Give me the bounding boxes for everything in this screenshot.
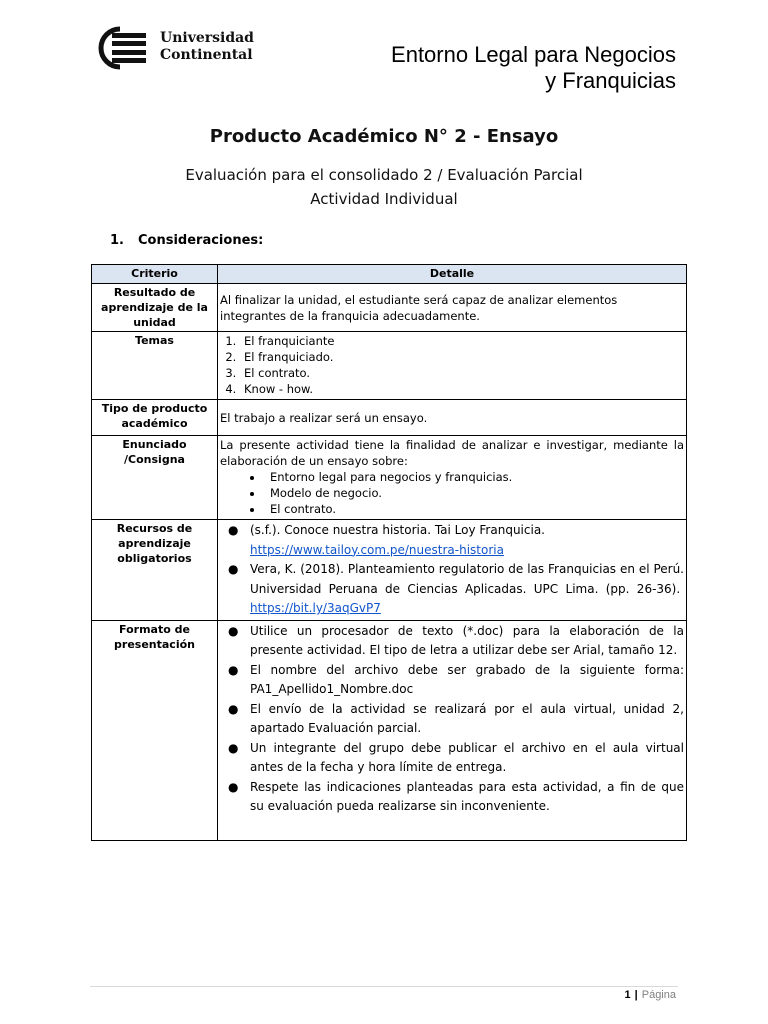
course-title: [391, 42, 676, 94]
list-item: • El contrato.: [264, 501, 684, 517]
list-item: [228, 661, 684, 700]
page-label: Página: [641, 989, 676, 1001]
list-item: [228, 778, 684, 817]
list-item: • Entorno legal para negocios y franquicias.: [264, 469, 684, 485]
table-row: [92, 620, 687, 840]
row-enunciado-criterio: Enunciado /Consigna: [92, 436, 218, 520]
university-logo-icon: [90, 26, 154, 70]
logo-line-2: Continental: [160, 47, 253, 63]
format-item-text: El envío de la actividad se realizará por el aula virtual, unidad 2, apartado Evaluación parcial.: [250, 701, 684, 735]
section-heading: [110, 233, 263, 248]
section-label: Consideraciones:: [138, 233, 264, 248]
list-item: [228, 622, 684, 661]
row-enunciado-detalle: [218, 436, 687, 520]
header-detalle: Detalle: [218, 265, 687, 284]
format-item-text: Utilice un procesador de texto (*.doc) para la elaboración de la presente actividad. El tipo de letra a utilizar debe ser Arial, tamaño 12.: [250, 623, 684, 657]
bullet-glyph: ●: [228, 523, 239, 537]
resource-1-text: (s.f.). Conoce nuestra historia. Tai Loy Franquicia.: [250, 523, 545, 537]
course-title-line-1: Entorno Legal para Negocios: [391, 42, 676, 67]
footer-separator: |: [634, 989, 638, 1001]
format-item-text: Respete las indicaciones planteadas para esta actividad, a fin de que su evaluación pueda realizarse sin inconveniente.: [250, 779, 684, 813]
table-row: [92, 332, 687, 400]
row-temas-criterio: Temas: [92, 332, 218, 400]
bullet-glyph: ●: [228, 701, 239, 716]
considerations-table: [91, 264, 687, 841]
list-item: • Modelo de negocio.: [264, 485, 684, 501]
document-subtitle-2: Actividad Individual: [310, 190, 458, 208]
list-item: 2. El franquiciado.: [240, 349, 684, 365]
logo-line-1: Universidad: [160, 30, 254, 46]
logo-wordmark: [160, 30, 254, 64]
table-row: [92, 436, 687, 520]
page-footer: [625, 989, 676, 1001]
bullet-glyph: ●: [228, 623, 239, 638]
table-row: [92, 400, 687, 436]
row-resultado-detalle: Al finalizar la unidad, el estudiante será capaz de analizar elementos integrantes de la franquicia adecuadamente.: [218, 284, 687, 332]
row-recursos-detalle: [218, 520, 687, 621]
bullet-glyph: ●: [228, 740, 239, 755]
table-row: [92, 520, 687, 621]
page-number: 1: [624, 989, 631, 1001]
list-item: 4. Know - how.: [240, 381, 684, 397]
list-item: 3. El contrato.: [240, 365, 684, 381]
row-recursos-criterio: Recursos de aprendizaje obligatorios: [92, 520, 218, 621]
topics-list: [220, 333, 684, 397]
section-number: 1.: [110, 233, 124, 248]
footer-divider: [90, 986, 678, 987]
format-item-text: Un integrante del grupo debe publicar el archivo en el aula virtual antes de la fecha y hora límite de entrega.: [250, 740, 684, 774]
list-item: [228, 521, 684, 560]
row-formato-criterio: Formato de presentación: [92, 620, 218, 840]
resources-list: [220, 521, 684, 619]
format-list: [220, 622, 684, 817]
enunciado-list: [220, 469, 684, 517]
row-temas-detalle: [218, 332, 687, 400]
resource-2-link[interactable]: https://bit.ly/3aqGvP7: [250, 601, 381, 615]
resource-1-link[interactable]: https://www.tailoy.com.pe/nuestra-historia: [250, 542, 504, 557]
bullet-glyph: ●: [228, 662, 239, 677]
table-header-row: [92, 265, 687, 284]
list-item: 1. El franquiciante: [240, 333, 684, 349]
enunciado-intro: La presente actividad tiene la finalidad de analizar e investigar, mediante la elaboración de un ensayo sobre:: [220, 438, 684, 468]
course-title-line-2: y Franquicias: [545, 68, 676, 93]
resource-2-text: Vera, K. (2018). Planteamiento regulatorio de las Franquicias en el Perú. Universidad Peruana de Ciencias Aplicadas. UPC Lima. (pp. 26-36).: [250, 562, 684, 596]
header-criterio: Criterio: [92, 265, 218, 284]
row-tipo-criterio: Tipo de producto académico: [92, 400, 218, 436]
bullet-glyph: ●: [228, 562, 239, 576]
list-item: [228, 560, 684, 619]
table-row: [92, 284, 687, 332]
bullet-glyph: ●: [228, 779, 239, 794]
row-tipo-detalle: El trabajo a realizar será un ensayo.: [218, 400, 687, 436]
row-formato-detalle: [218, 620, 687, 840]
format-item-text: El nombre del archivo debe ser grabado de la siguiente forma: PA1_Apellido1_Nombre.doc: [250, 662, 684, 696]
list-item: [228, 700, 684, 739]
university-logo: [90, 26, 260, 70]
row-resultado-criterio: Resultado de aprendizaje de la unidad: [92, 284, 218, 332]
document-subtitle-1: Evaluación para el consolidado 2 / Evaluación Parcial: [185, 166, 583, 184]
list-item: [228, 739, 684, 778]
document-title: Producto Académico N° 2 - Ensayo: [209, 126, 559, 147]
